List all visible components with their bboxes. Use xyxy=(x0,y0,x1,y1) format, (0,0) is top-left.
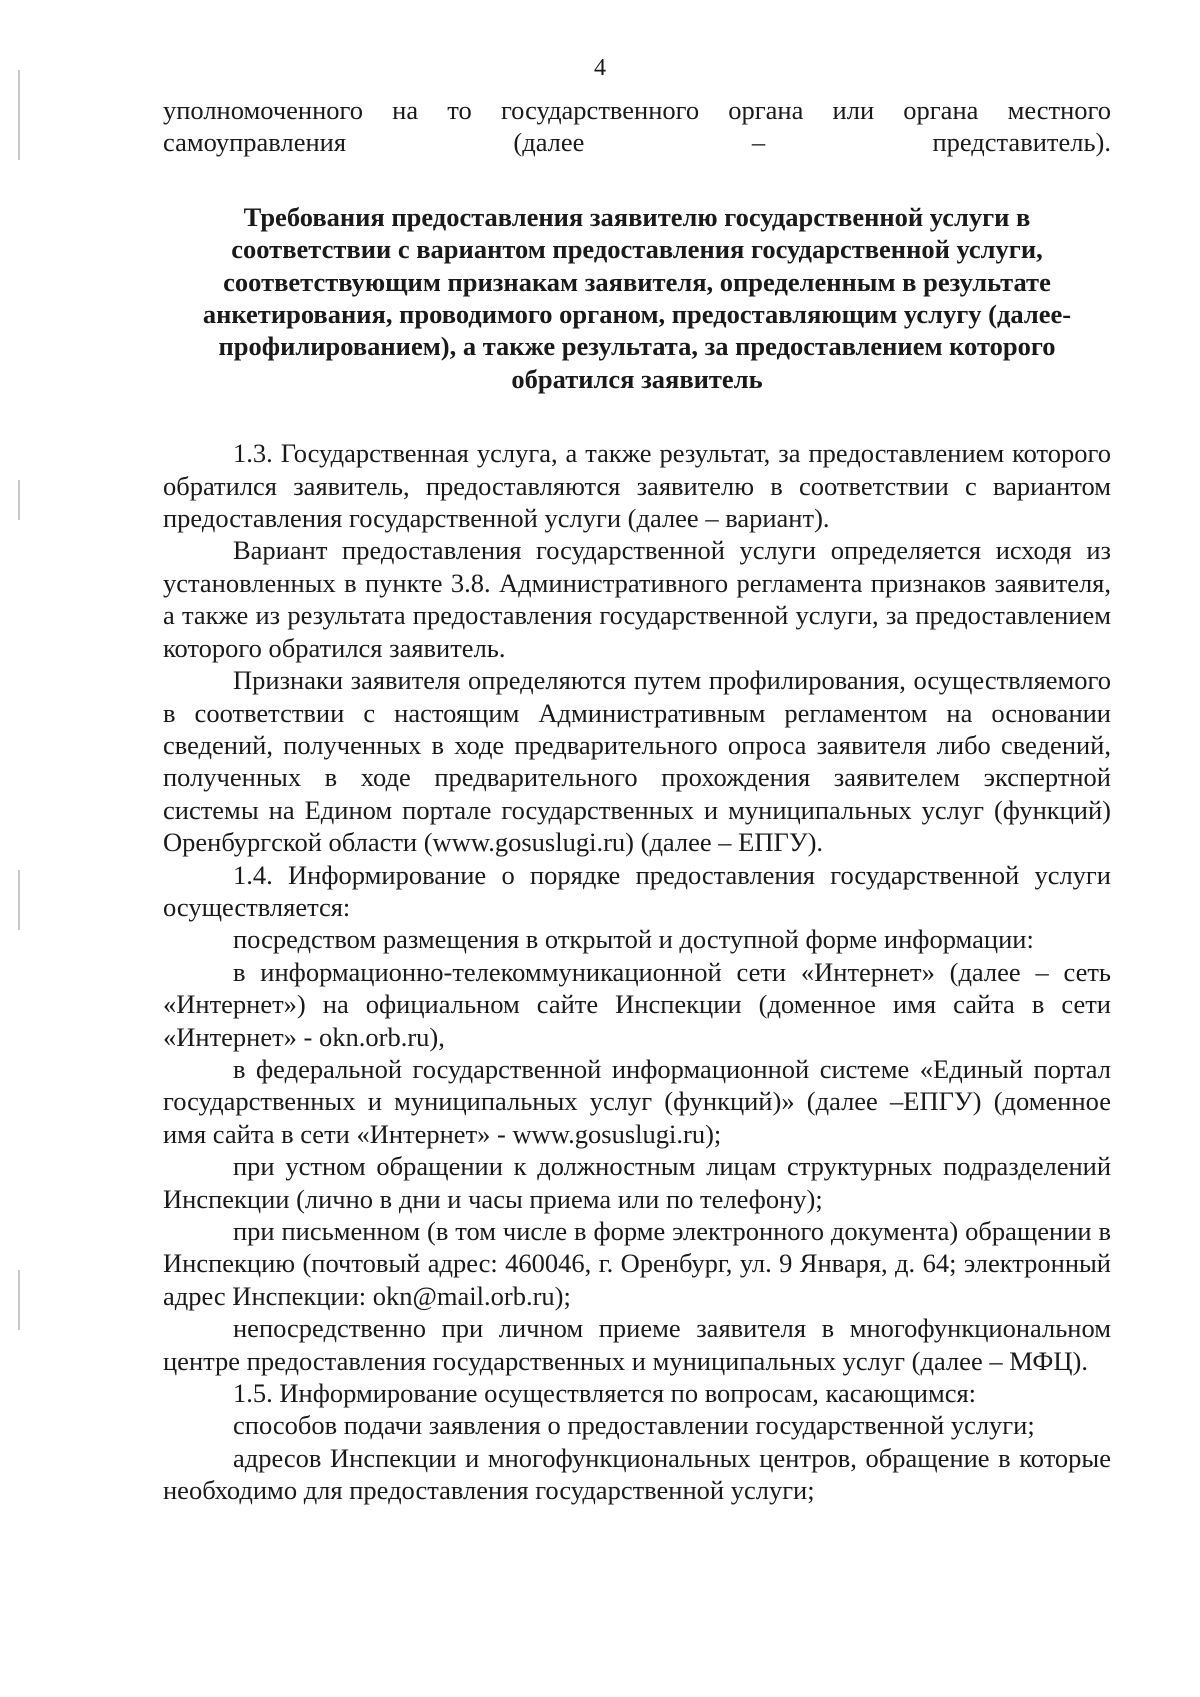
page-number: 4 xyxy=(594,55,606,81)
list-item-oral: при устном обращении к должностным лицам структурных подразделений Инспекции (лично в дни и часы приема или по телефону); xyxy=(163,1151,1111,1214)
list-item-internet: в информационно-телекоммуникационной сети «Интернет» (далее – сеть «Интернет») на официальном сайте Инспекции (доменное имя сайта в сети «Интернет» - okn.orb.ru), xyxy=(163,956,1111,1052)
document-body xyxy=(163,94,1111,1507)
list-item-posting: посредством размещения в открытой и доступной форме информации: xyxy=(233,924,1034,955)
paragraph-applicant-attributes: Признаки заявителя определяются путем профилирования, осуществляемого в соответствии с настоящим Административным регламентом на основании сведений, полученных в ходе предварительного опроса заявителя либо сведений, полученных в ходе предварительного прохождения заявителем экспертной системы на Едином портале государственных и муниципальных услуг (функций) Оренбургской области (www.gosuslugi.ru) (далее – ЕПГУ). xyxy=(163,665,1111,858)
list-item-epgu: в федеральной государственной информационной системе «Единый портал государственных и муниципальных услуг (функций)» (далее –ЕПГУ) (доменное имя сайта в сети «Интернет» - www.gosuslugi.ru); xyxy=(163,1053,1111,1149)
list-item-mfc: непосредственно при личном приеме заявителя в многофункциональном центре предоставления государственных и муниципальных услуг (далее – МФЦ). xyxy=(163,1313,1111,1376)
list-item-submission-methods: способов подачи заявления о предоставлении государственной услуги; xyxy=(233,1410,1035,1441)
paragraph-1-4: 1.4. Информирование о порядке предоставления государственной услуги осуществляется: xyxy=(163,859,1111,922)
list-item-written: при письменном (в том числе в форме электронного документа) обращении в Инспекцию (почтовый адрес: 460046, г. Оренбург, ул. 9 Января, д. 64; электронный адрес Инспекции: okn@mail.orb.ru); xyxy=(163,1216,1111,1311)
section-heading: Требования предоставления заявителю государственной услуги в соответствии с вариантом предоставления государственной услуги, соответствующим признакам заявителя, определенным в результате анкетирования, проводимого органом, предоставляющим услугу (далее-профилированием), а также результата, за предоставлением которого обратился заявитель xyxy=(202,201,1072,394)
paragraph-1-3: 1.3. Государственная услуга, а также результат, за предоставлением которого обратился заявитель, предоставляются заявителю в соответствии с вариантом предоставления государственной услуги (далее – вариант). xyxy=(163,438,1111,534)
intro-paragraph: уполномоченного на то государственного органа или органа местного самоуправления (далее – представитель). xyxy=(163,95,1111,158)
paragraph-1-5: 1.5. Информирование осуществляется по вопросам, касающимся: xyxy=(233,1378,977,1409)
paragraph-variant: Вариант предоставления государственной услуги определяется исходя из установленных в пункте 3.8. Административного регламента признаков заявителя, а также из результата предоставления государственной услуги, за предоставлением которого обратился заявитель. xyxy=(163,535,1111,663)
list-item-addresses: адресов Инспекции и многофункциональных центров, обращение в которые необходимо для предоставления государственной услуги; xyxy=(163,1442,1111,1506)
scan-edge-marks xyxy=(18,0,22,1697)
